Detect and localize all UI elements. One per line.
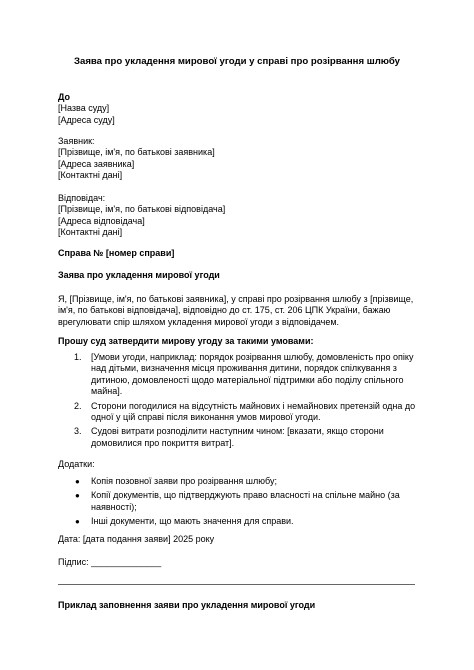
applicant-block	[58, 136, 420, 182]
example-heading: Приклад заповнення заяви про укладення мирової угоди	[58, 600, 316, 610]
intro-paragraph: Я, [Прізвище, ім'я, по батькові заявника], у справі про розірвання шлюбу з [прізвище, ім'я, по батькові відповідача], відповідно до ст. 175, ст. 206 ЦПК України, бажаю врегулювати спір шляхом укладення мирової угоди з відповідачем.	[58, 294, 414, 327]
applicant-address: [Адреса заявника]	[58, 158, 135, 169]
list-number: 2.	[74, 400, 82, 411]
attachments-list	[58, 476, 418, 531]
bullet-icon: ●	[75, 517, 80, 527]
list-item	[58, 476, 418, 487]
signature-line: Підпис: ______________	[58, 557, 162, 567]
horizontal-divider	[58, 584, 415, 585]
list-item-text: Копія позовної заяви про розірвання шлюбу;	[91, 476, 277, 486]
request-heading: Прошу суд затвердити мирову угоду за такими умовами:	[58, 336, 314, 346]
bullet-icon: ●	[75, 491, 80, 501]
applicant-heading: Заявник:	[58, 136, 95, 146]
court-address: [Адреса суду]	[58, 114, 115, 125]
list-item-text: Сторони погодилися на відсутність майнових і немайнових претензій одна до одної у цій справі після виконання умов мирової угоди.	[91, 400, 416, 423]
respondent-name: [Прізвище, ім'я, по батькові відповідача]	[58, 204, 226, 215]
list-item	[58, 401, 418, 424]
respondent-block	[58, 193, 420, 239]
respondent-contacts: [Контактні дані]	[58, 227, 123, 238]
list-number: 3.	[74, 426, 82, 437]
list-item-text: Судові витрати розподілити наступним чином: [вказати, якщо сторони домовилися про покриття витрат].	[91, 426, 384, 448]
respondent-address: [Адреса відповідача]	[58, 215, 145, 226]
court-name: [Назва суду]	[58, 103, 110, 114]
respondent-heading: Відповідач:	[58, 193, 106, 203]
list-item-text: Копії документів, що підтверджують право власності на спільне майно (за наявності);	[91, 490, 400, 512]
subheading: Заява про укладення мирової угоди	[58, 270, 220, 280]
conditions-list	[58, 352, 418, 452]
document-title: Заява про укладення мирової угоди у справі про розірвання шлюбу	[73, 56, 401, 67]
addressee-heading: До	[58, 92, 71, 102]
applicant-name: [Прізвище, ім'я, по батькові заявника]	[58, 147, 215, 158]
list-item-text: Інші документи, що мають значення для справи.	[91, 516, 294, 527]
applicant-contacts: [Контактні дані]	[58, 170, 123, 181]
list-item-text: [Умови угоди, наприклад: порядок розірвання шлюбу, домовленість про опіку над дітьми, визначення місця проживання дитини, порядок спілкування з дитиною, домовленості щодо матеріальної підтримки або поділу спільного майна].	[91, 352, 414, 397]
case-number: Справа № [номер справи]	[58, 248, 175, 258]
addressee-block	[58, 92, 420, 126]
list-item	[58, 426, 418, 449]
list-item	[58, 516, 418, 527]
list-item	[58, 352, 418, 398]
list-item	[58, 490, 418, 513]
bullet-icon: ●	[75, 477, 80, 486]
date-line: Дата: [дата подання заяви] 2025 року	[58, 534, 215, 544]
list-number: 1.	[74, 352, 82, 362]
attachments-heading: Додатки:	[58, 459, 95, 469]
